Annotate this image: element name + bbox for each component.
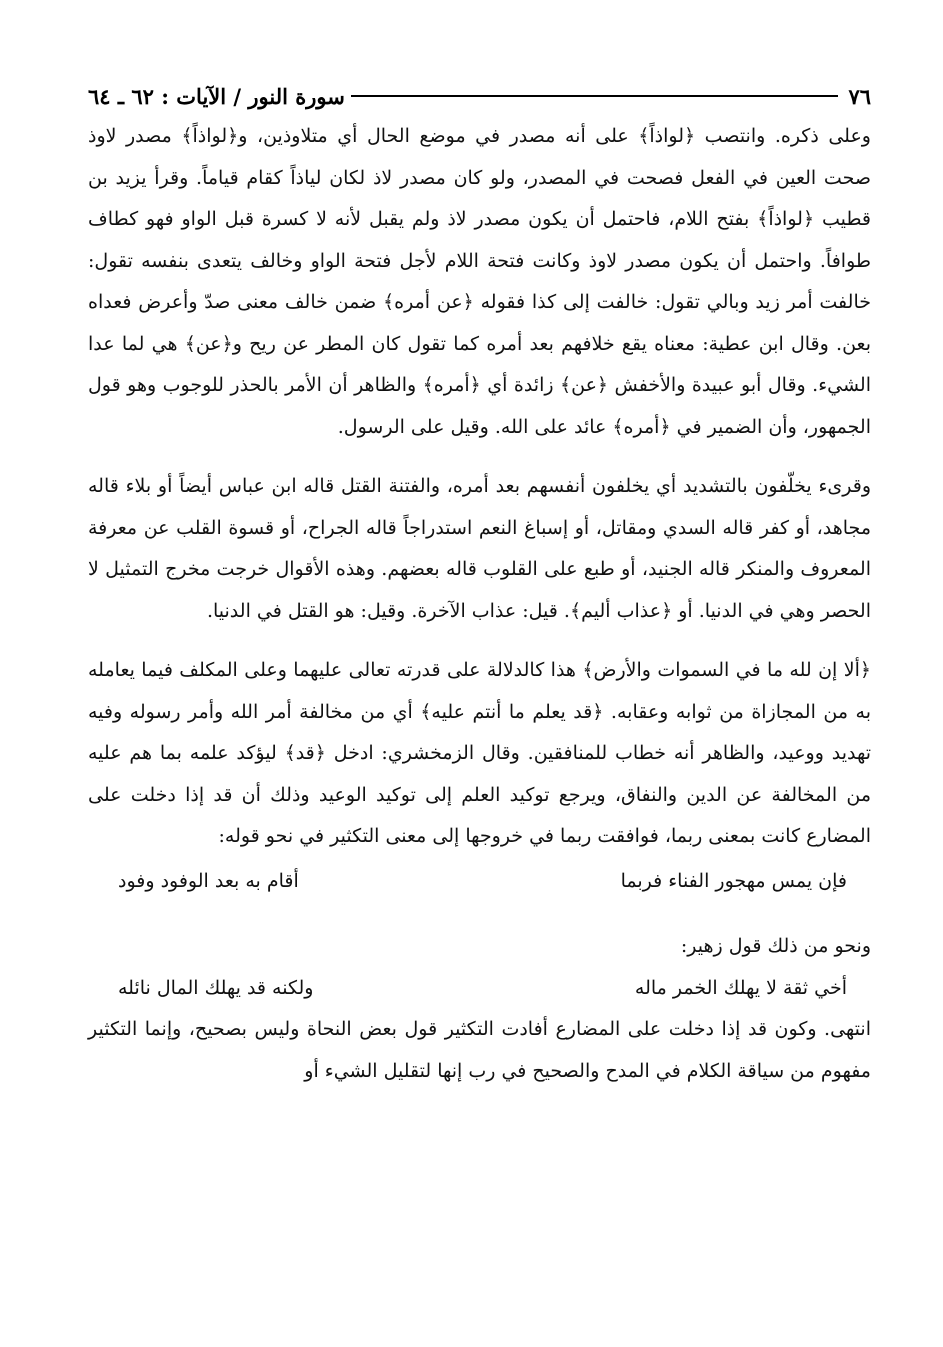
poetry-verse-1 <box>88 860 871 902</box>
text-line: أليم﴾. قيل: عذاب الآخرة. وقيل: هو القتل في الدنيا. <box>206 599 611 622</box>
text-line: أيضاً أو بلاء قاله مجاهد، أو كفر قاله السدي ومقاتل، أو إسباغ النعم استدراجاً قاله <box>88 475 871 539</box>
text-line: بعضهم. وهذه الأقوال خرجت مخرج التمثيل لا الحصر وهي في الدنيا. أو ﴿عذاب <box>88 558 871 622</box>
text-line: مخالفة أمر الله وأمر رسوله وفيه تهديد ووعيد، والظاهر أنه خطاب للمنافقين. وقال <box>88 700 871 764</box>
text-line: الجراح، أو قسوة القلب عن معرفة المعروف والمنكر قاله الجنيد، أو طبع على القلوب قاله <box>88 516 871 580</box>
verse-second-hemistich: ولكنه قد يهلك المال نائله <box>118 977 314 999</box>
poetry-verse-2 <box>88 967 871 1009</box>
text-line: ﴿ألا إن لله ما في السموات والأرض﴾ هذا كالدلالة على قدرته تعالى عليهما وعلى <box>244 659 871 681</box>
text-line: وعلى ذكره. وانتصب ﴿لواذاً﴾ على أنه مصدر في موضع الحال أي متلاوذين، و﴿لواذاً﴾ <box>181 125 871 147</box>
verse-second-hemistich: أقام به بعد الوفود وفود <box>118 869 299 892</box>
paragraph-3 <box>88 650 871 858</box>
running-header <box>88 78 871 114</box>
text-line: وقرىء يخلّفون بالتشديد أي يخلفون أنفسهم بعد أمره، والفتنة القتل قاله ابن عباس <box>218 475 872 497</box>
text-line: لأجل فتحة الواو وخالف يتعدى بنفسه تقول: خالفت أمر زيد وبالي تقول: خالفت إلى كذا <box>88 249 871 313</box>
verse-intro: ونحو من ذلك قول زهير: <box>680 934 871 957</box>
text-line: كقام قياماً. وقرأ يزيد بن قطيب ﴿لواذاً﴾ بفتح اللام، فاحتمل أن يكون مصدر لاذ ولم يقبل <box>88 166 871 230</box>
verse-first-hemistich: أخي ثقة لا يهلك الخمر ماله <box>634 977 847 999</box>
text-line: وإنما التكثير مفهوم من سياقة الكلام في المدح والصحيح في رب إنها لتقليل الشيء أو <box>88 1018 871 1082</box>
text-line: فوافقت ربما في خروجها إلى معنى التكثير في نحو قوله: <box>218 825 659 847</box>
text-line: عبيدة والأخفش ﴿عن﴾ زائدة أي ﴿أمره﴾ والظاهر أن الأمر بالحذر للوجوب وهو قول <box>88 374 735 396</box>
text-line: مصدر لاوذ صحت العين في الفعل فصحت في المصدر، ولو كان مصدر لاذ لكان لياذاً <box>88 125 871 189</box>
text-line: انتهى. وكون قد إذا دخلت على المضارع أفادت التكثير قول بعض النحاة وليس بصحيح، <box>188 1018 871 1040</box>
surah-title: سورة النور / الآيات : ٦٢ ـ ٦٤ <box>88 83 345 109</box>
paragraph-2 <box>88 466 871 632</box>
text-line: خلافهم بعد أمره كما تقول كان المطر عن ريح و﴿عن﴾ هي لما عدا الشيء. وقال أبو <box>88 332 872 396</box>
text-line: الجمهور، وأن الضمير في ﴿أمره﴾ عائد على الله. وقيل على الرسول. <box>337 415 871 438</box>
text-line: لأنه لا كسرة قبل الواو فهو كطاف طوافاً. واحتمل أن يكون مصدر لاوذ وكانت فتحة اللام <box>88 208 872 272</box>
closing-paragraph <box>88 1009 871 1092</box>
text-line: توكيد العلم إلى توكيد الوعيد وذلك أن قد إذا دخلت على المضارع كانت بمعنى ربما، <box>88 783 871 847</box>
text-line: الزمخشري: ادخل ﴿قد﴾ ليؤكد علمه بما هم عليه من المخالفة عن الدين والنفاق، ويرجع <box>88 742 871 806</box>
text-line: المكلف فيما يعامله به من المجازاة من ثوابه وعقابه. ﴿قد يعلم ما أنتم عليه﴾ أي من <box>88 659 871 723</box>
header-rule <box>351 95 839 97</box>
page-number: ٧٦ <box>848 83 871 109</box>
page-body <box>88 116 871 1092</box>
verse-first-hemistich: فإن يمس مهجور الفناء فربما <box>620 869 847 892</box>
paragraph-1 <box>88 116 871 448</box>
text-line: فقوله ﴿عن أمره﴾ ضمن خالف معنى صدّ وأعرض فعداه بعن. وقال ابن عطية: معناه يقع <box>88 291 871 355</box>
